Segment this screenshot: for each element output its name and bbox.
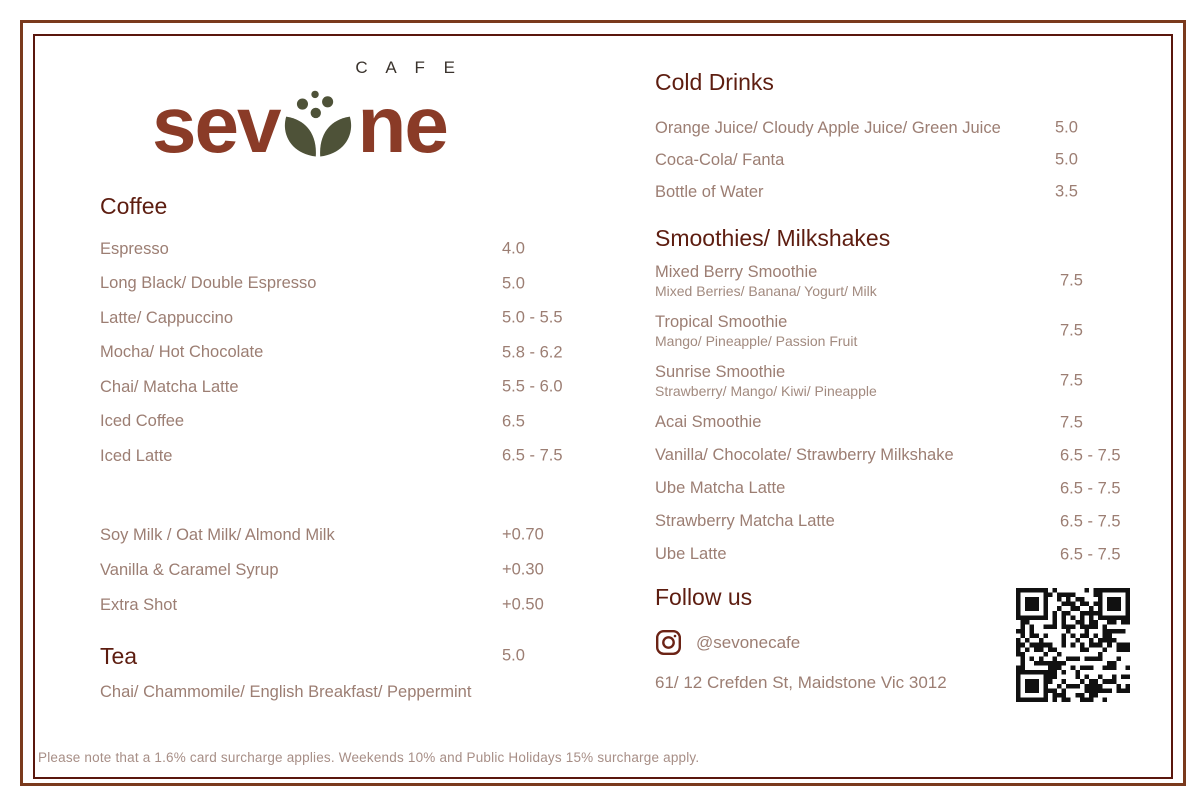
item-price: 6.5 - 7.5 [1060, 545, 1121, 563]
surcharge-note: Please note that a 1.6% card surcharge applies. Weekends 10% and Public Holidays 15% surcharge apply. [38, 750, 700, 765]
tea-header [100, 641, 562, 671]
item-price: 7.5 [1060, 413, 1083, 431]
coffee-plant-icon [281, 88, 355, 160]
item-name: Chai/ Matcha Latte [100, 377, 239, 396]
item-name: Espresso [100, 239, 169, 258]
extras-list [100, 518, 562, 623]
street-address: 61/ 12 Crefden St, Maidstone Vic 3012 [655, 673, 947, 692]
item-name: Ube Latte [655, 545, 727, 563]
item-name: Latte/ Cappuccino [100, 308, 234, 327]
menu-item-row [100, 553, 562, 588]
item-price: 6.5 - 7.5 [1060, 446, 1121, 464]
item-ingredients: Strawberry/ Mango/ Kiwi/ Pineapple [655, 383, 877, 399]
instagram-icon [655, 629, 682, 656]
menu-item-row [100, 405, 562, 440]
item-price: 5.5 - 6.0 [502, 377, 563, 396]
menu-item-row [100, 336, 562, 371]
menu-item-row [100, 439, 562, 474]
item-name: Ube Matcha Latte [655, 479, 786, 497]
item-price: 5.0 - 5.5 [502, 308, 563, 327]
item-name: Coca-Cola/ Fanta [655, 150, 785, 169]
section-title-smoothies: Smoothies/ Milkshakes [655, 225, 891, 251]
brand-word-left: sev [152, 80, 280, 170]
item-ingredients: Mango/ Pineapple/ Passion Fruit [655, 333, 858, 349]
tea-varieties: Chai/ Chammomile/ English Breakfast/ Peppermint [100, 682, 472, 701]
item-price: 6.5 - 7.5 [1060, 479, 1121, 497]
menu-item-row [655, 478, 1123, 499]
item-ingredients: Mixed Berries/ Banana/ Yogurt/ Milk [655, 283, 877, 299]
brand-tagline: C A F E [355, 58, 462, 77]
section-title-coffee: Coffee [100, 193, 168, 219]
item-name: Sunrise Smoothie [655, 363, 786, 381]
menu-item-row [655, 445, 1123, 466]
item-name: Strawberry Matcha Latte [655, 512, 835, 530]
item-price: 5.0 [1055, 118, 1078, 137]
item-price: +0.70 [502, 525, 544, 544]
item-name: Iced Latte [100, 446, 173, 465]
item-price: 7.5 [1060, 371, 1083, 390]
item-price: 6.5 - 7.5 [502, 446, 563, 465]
item-name: Long Black/ Double Espresso [100, 274, 317, 293]
item-name: Vanilla/ Chocolate/ Strawberry Milkshake [655, 446, 954, 464]
menu-item-row [100, 588, 562, 623]
item-price: 5.8 - 6.2 [502, 343, 563, 362]
tea-price: 5.0 [502, 646, 525, 664]
qr-code [1016, 588, 1130, 702]
item-name: Mixed Berry Smoothie [655, 263, 818, 281]
item-price: +0.30 [502, 560, 544, 579]
item-name: Iced Coffee [100, 412, 185, 431]
item-name: Orange Juice/ Cloudy Apple Juice/ Green Juice [655, 118, 1001, 137]
cold-drinks-list [655, 112, 1123, 208]
item-price: 5.0 [1055, 150, 1078, 169]
menu-item-row [655, 176, 1123, 208]
section-title-cold-drinks: Cold Drinks [655, 69, 774, 95]
item-name: Extra Shot [100, 595, 178, 614]
menu-item-row [655, 312, 1123, 350]
item-name: Acai Smoothie [655, 413, 762, 431]
item-price: 3.5 [1055, 182, 1078, 201]
item-name: Vanilla & Caramel Syrup [100, 560, 279, 579]
menu-item-row [655, 112, 1123, 144]
menu-item-row [655, 511, 1123, 532]
menu-item-row [100, 267, 562, 302]
menu-item-row [100, 232, 562, 267]
item-price: 6.5 - 7.5 [1060, 512, 1121, 530]
coffee-list [100, 232, 562, 474]
brand-word-right: ne [357, 80, 447, 170]
item-name: Mocha/ Hot Chocolate [100, 343, 264, 362]
item-name: Soy Milk / Oat Milk/ Almond Milk [100, 525, 335, 544]
menu-item-row [655, 262, 1123, 300]
section-title-follow-us: Follow us [655, 584, 753, 610]
menu-item-row [100, 518, 562, 553]
item-price: 7.5 [1060, 271, 1083, 290]
item-price: 6.5 [502, 412, 525, 431]
menu-item-row [100, 301, 562, 336]
left-column [100, 58, 562, 702]
menu-item-row [655, 362, 1123, 400]
brand-logo [152, 58, 464, 170]
item-price: 7.5 [1060, 321, 1083, 340]
item-price: 4.0 [502, 239, 525, 258]
smoothies-list [655, 262, 1123, 565]
item-name: Tropical Smoothie [655, 313, 788, 331]
section-title-tea: Tea [100, 642, 138, 669]
item-name: Bottle of Water [655, 182, 764, 201]
menu-item-row [100, 370, 562, 405]
item-price: +0.50 [502, 595, 544, 614]
instagram-handle: @sevonecafe [696, 632, 801, 652]
menu-item-row [655, 144, 1123, 176]
menu-item-row [655, 412, 1123, 433]
item-price: 5.0 [502, 274, 525, 293]
menu-item-row [655, 544, 1123, 565]
